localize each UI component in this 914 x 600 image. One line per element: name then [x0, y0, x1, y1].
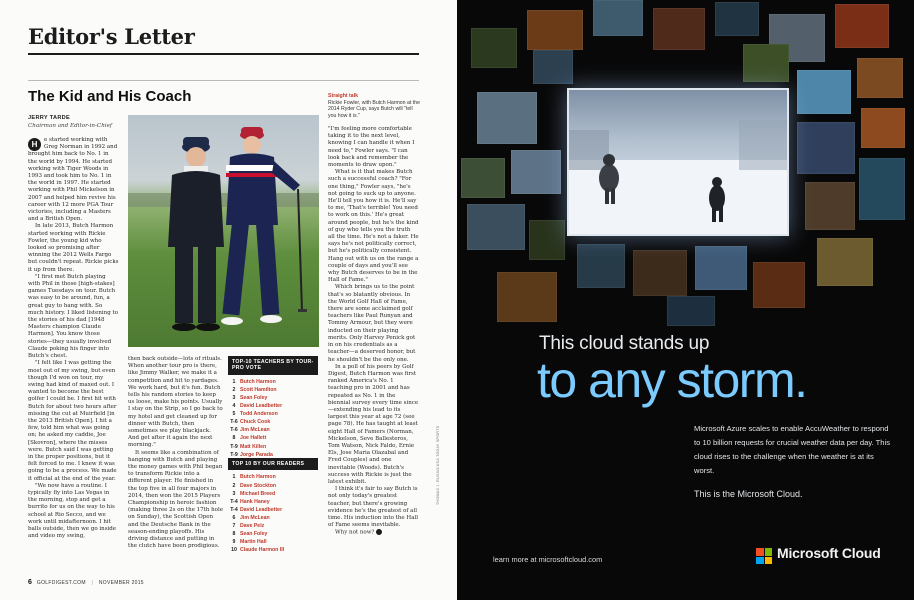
rank: 6 [232, 514, 236, 521]
footer-separator: | [91, 580, 94, 586]
list-item [228, 546, 318, 554]
ad-headline-large [537, 350, 807, 410]
article-column-1 [28, 137, 119, 577]
ad-url-text: learn more at microsoftcloud.com [493, 555, 603, 564]
list-item [228, 473, 318, 481]
rank: 3 [232, 490, 236, 497]
author-name: JERRY TARDE [28, 115, 71, 121]
paragraph: It seems like a combination of hanging with Butch and playing the money games with Phil began to transform Rickie into a different player. He finished in the top five in all four majors in 2014, then won the 2015 Players Championship in heroic fashion (making three 2s on the 17th hole on Sunday), the Scottish Open and the Deutsche Bank in the season-ending playoffs. His driving distance and putting in the clutch have been prodigious. [128, 449, 223, 550]
paragraph: I think it's fair to say Butch is not only today's greatest teacher, but there's growing evidence he's the greatest of all time. His induction into the Hall of Fame seems inevitable. [328, 486, 418, 529]
list-title: TOP-10 TEACHERS BY TOUR-PRO VOTE [228, 356, 318, 375]
list-item [228, 394, 318, 402]
mosaic-tile [667, 296, 715, 326]
ad-headline-part: storm. [676, 352, 807, 408]
mosaic-tile [533, 50, 573, 84]
list-title: TOP 10 BY OUR READERS [228, 458, 318, 470]
rank: 9 [232, 539, 236, 546]
teachers-by-readers-box [228, 458, 318, 554]
page-footer [28, 579, 144, 586]
mosaic-tile [461, 158, 505, 198]
list-item [228, 426, 318, 434]
mosaic-tile [797, 70, 851, 114]
list-item [228, 482, 318, 490]
teacher-name: David Leadbetter [240, 403, 283, 410]
list-item [228, 434, 318, 442]
list-item [228, 522, 318, 530]
paragraph: What is it that makes Butch such a successful coach? "For one thing," Fowler says, "he's not going to suck up to anyone. He'll tell you how it is. He'll say to me, 'That's terrible! You need to work on this.' He's great around people, but he's the kind of guy who tells you the truth all the time. He's not a faker. He says he's not politically correct, but he's politically consistent. Hang out with us on the range a couple of days and you'll see why Butch deserves to be in the Hall of Fame." [328, 169, 419, 284]
list-item [228, 378, 318, 386]
page-number: 6 [28, 579, 33, 586]
snowstorm-illustration [569, 90, 787, 234]
footer-site: GOLFDIGEST.COM [36, 580, 86, 586]
paragraph: then back outside—lots of rituals. When another tour pro is there, like Jimmy Walker, we make it a competition and hit to yardages. We work hard, but it's fun. Butch tells his random stories to keep us loose, make his points. Usually I stay on the Strip, so I go back to my hotel and get cleaned up for dinner with Butch, then sometimes we play blackjack. And get after it again the next morning." [128, 356, 223, 449]
mosaic-tile [529, 220, 565, 260]
teacher-name: Claude Harmon III [240, 547, 285, 554]
rank: 1 [232, 378, 236, 385]
rank: T-4 [230, 506, 238, 513]
teacher-name: Dave Pelz [240, 522, 265, 529]
rank: T-4 [230, 498, 238, 505]
ad-headline-part: to any [537, 352, 677, 408]
rank: 2 [232, 386, 236, 393]
section-rule [28, 53, 419, 55]
mosaic-tile [695, 246, 747, 290]
microsoft-logo-icon [756, 548, 772, 564]
paragraph: e started working with Greg Norman in 1992 and brought him back to No. 1 in the world by 1994. He started working with Tiger Woods in 1993 and took him to No. 1 in the world in 1997. He started working with Phil Mickelson in 2007 and helped him revive his career with 12 more PGA Tour victories, including a Masters and a British Open. [28, 137, 118, 223]
paragraph: "I felt like I was getting the most out of my swing, but even though I'd won on tour, my swing had kind of maxed out. I wanted to become the best golfer I could be. I first hit with Butch for about two hours after missing the cut at Muirfield [in the 2013 British Open]. I hit a few, told him what was going on; he asked my caddie, Joe [Skovron], where the misses were. Butch said I was getting in the proper positions, but it felt forced to me. I knew it was going to be a process. We made it official at the end of the year. [28, 360, 117, 482]
paragraph: "I first met Butch playing with Phil in those [high-stakes] games Tuesdays on tour. Butch was easy to be around, fun, a great guy to hang with. So much history. I liked listening to the stories of his dad [1948 Masters champion Claude Harmon]. You know those stories—they usually involved Claude poking his finger into Butch's chest. [28, 273, 119, 360]
mosaic-tile [477, 92, 537, 144]
list-item [228, 386, 318, 394]
rank: 2 [232, 482, 236, 489]
mosaic-tile [743, 44, 789, 82]
list-item [228, 530, 318, 538]
teacher-name: Matt Killen [240, 443, 267, 450]
mosaic-tile [593, 0, 643, 36]
teacher-name: David Leadbetter [240, 506, 283, 513]
logo-square-yellow [765, 557, 773, 565]
ranking-list [228, 473, 318, 554]
ad-body-text: Microsoft Azure scales to enable AccuWeather to respond to 10 billion requests for crucial weather data per day. This cloud rises to the challenge when the weather is at its worst. [694, 424, 890, 475]
rank: T-6 [230, 427, 238, 434]
mosaic-tile [817, 238, 873, 286]
rank: T-6 [230, 419, 238, 426]
teacher-name: Martin Hall [240, 539, 267, 546]
end-mark-icon [376, 529, 382, 535]
mosaic-tile [715, 2, 759, 36]
paragraph: Which brings us to the point that's so blatantly obvious. In the World Golf Hall of Fame, there are some acclaimed golf teachers like Paul Runyan and Tommy Armour, but they were inducted on their playing merits. Only Harvey Penick got in on his credentials as a teacher—a deserved honor, but he shouldn't be the only one. [328, 284, 416, 363]
microsoft-cloud-ad [457, 0, 914, 600]
photo-caption [328, 93, 420, 119]
paragraph: In late 2013, Butch Harmon started working with Rickie Fowler, the young kid who looked so promising after winning the 2012 Wells Fargo but couldn't repeat. Rickie picks it up from there. [28, 223, 119, 273]
teacher-name: Jim McLean [240, 514, 270, 521]
headline-rule [28, 80, 419, 81]
article-column-4 [328, 126, 419, 576]
rank: 3 [232, 395, 236, 401]
mosaic-tile [857, 58, 903, 98]
rank: 10 [231, 547, 237, 554]
paragraph: "We now have a routine. I typically fly into Las Vegas in the morning, stop and get a burrito for us on the way to his school at Rio Secco, and we work until midafternoon. I hit balls outside, then we go inside and video my swing, [28, 482, 117, 540]
list-item [228, 538, 318, 546]
mosaic-tile [753, 262, 805, 308]
ad-tagline: This is the Microsoft Cloud. [694, 489, 803, 499]
list-item [228, 418, 318, 426]
rank: 8 [232, 435, 236, 442]
mosaic-tile [805, 182, 855, 230]
list-item [228, 410, 318, 418]
rank: T-9 [230, 443, 238, 450]
brand-name: Microsoft Cloud [777, 545, 881, 561]
teacher-name: Jim McLean [240, 427, 270, 434]
teacher-name: Joe Hallett [240, 435, 267, 442]
teacher-name: Sean Foley [240, 395, 268, 401]
rank: 5 [232, 411, 236, 418]
mosaic-tile [577, 244, 625, 288]
ranking-list [228, 378, 318, 459]
rank: 7 [232, 522, 236, 529]
mosaic-tile [653, 8, 705, 50]
teachers-by-pro-vote-box [228, 356, 318, 459]
mosaic-tile [859, 158, 905, 220]
mosaic-tile [835, 4, 889, 48]
article-headline: The Kid and His Coach [28, 88, 192, 105]
teacher-name: Sean Foley [240, 531, 268, 538]
list-item [228, 498, 318, 506]
mosaic-tile [497, 272, 557, 322]
teacher-name: Scott Hamilton [240, 386, 277, 393]
dropcap: H [28, 138, 41, 151]
list-item [228, 490, 318, 498]
teacher-name: Butch Harmon [240, 378, 276, 385]
teacher-name: Todd Anderson [240, 411, 278, 418]
logo-square-blue [756, 557, 764, 565]
footer-date: NOVEMBER 2015 [98, 580, 144, 586]
rank: T-9 [230, 451, 238, 458]
mosaic-tile [467, 204, 525, 250]
logo-square-red [756, 548, 764, 556]
mosaic-tile [797, 122, 855, 174]
snowstorm-feature-photo [567, 88, 789, 236]
caption-text: Rickie Fowler, with Butch Harmon at the 2014 Ryder Cup, says Butch will "tell you how it is." [328, 99, 420, 119]
rank: 1 [232, 474, 236, 481]
caption-title: Straight talk [328, 93, 358, 99]
mosaic-tile [633, 250, 687, 296]
article-photo [128, 115, 319, 347]
teacher-name: Chuck Cook [240, 419, 271, 426]
teacher-name: Butch Harmon [240, 474, 276, 481]
rank: 8 [232, 531, 236, 538]
ad-headline-small: This cloud stands up [539, 333, 710, 354]
paragraph: Why not now? [335, 529, 375, 536]
list-item [228, 506, 318, 514]
mosaic-tile [511, 150, 561, 194]
article-column-2 [128, 356, 223, 578]
list-item [228, 514, 318, 522]
section-title: Editor's Letter [28, 24, 195, 49]
teacher-name: Michael Breed [240, 490, 276, 497]
golfers-photo-illustration [128, 115, 319, 347]
logo-square-green [765, 548, 773, 556]
mosaic-tile [527, 10, 583, 50]
photo-credit: THOMAS J. RUSSO/USA TODAY SPORTS [436, 425, 440, 505]
list-item [228, 443, 318, 451]
teacher-name: Jorge Parada [240, 451, 273, 458]
rank: 4 [232, 403, 236, 410]
teacher-name: Dave Stockton [240, 482, 277, 489]
author-role: Chairman and Editor-in-Chief [28, 123, 112, 129]
mosaic-tile [471, 28, 517, 68]
paragraph: "I'm feeling more comfortable taking it to the next level, knowing I can handle it when I need to," Fowler says. "I can look back and remember the moments to draw upon." [328, 126, 415, 169]
teacher-name: Hank Haney [240, 498, 270, 505]
list-item [228, 402, 318, 410]
mosaic-tile [861, 108, 905, 148]
paragraph: In a poll of his peers by Golf Digest, Butch Harmon was first ranked America's No. 1 teaching pro in 2001 and has repeated as No. 1 in the biennial survey every time since—extending his lead to its largest this year at age 72 (see page 78). He has taught at least eight Hall of Famers (Norman, Mickelson, Seve Ballesteros, Tom Watson, Nick Faldo, Ernie Els, Jose Maria Olazabal and Fred Couples) and one inevitable (Woods). Butch's success with Rickie is just the latest exhibit. [328, 363, 419, 485]
